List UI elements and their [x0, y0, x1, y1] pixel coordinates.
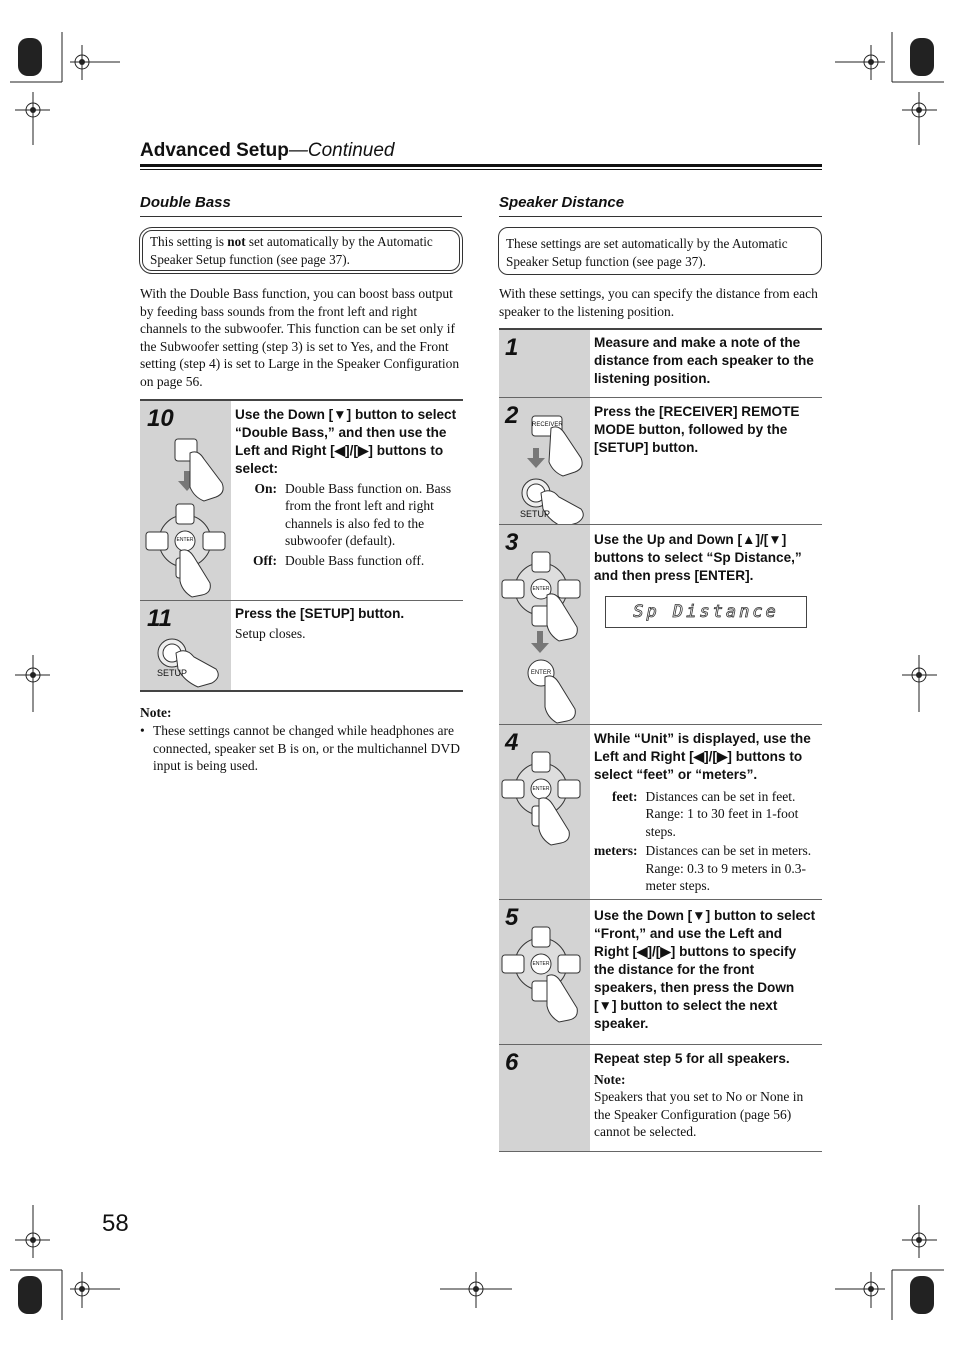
note-box-double-bass	[142, 230, 460, 271]
step-number: 10	[147, 405, 174, 432]
step-rule	[499, 1151, 822, 1152]
note-item	[140, 722, 464, 775]
enter-label: ENTER	[176, 537, 194, 543]
option-feet-term: feet:	[611, 789, 638, 804]
note-bold: not	[227, 234, 246, 249]
step-10-illustration	[140, 401, 231, 600]
step-11-content	[235, 605, 461, 642]
step-number: 4	[505, 729, 519, 756]
option-meters-desc: Distances can be set in meters. Range: 0.3 to 9 meters in 0.3-meter steps.	[645, 843, 812, 894]
step-3-illustration	[499, 525, 590, 724]
speaker-distance-intro: With these settings, you can specify the distance from each speaker to the listening position.	[499, 286, 818, 319]
step-6-note-body: Speakers that you set to No or None in the Speaker Configuration (page 56) cannot be selected.	[594, 1089, 804, 1140]
remote-buttons-icon	[499, 725, 590, 899]
double-bass-options	[253, 480, 461, 569]
step-6-content	[594, 1050, 820, 1141]
option-feet-desc: Distances can be set in feet. Range: 1 to 30 feet in 1-foot steps.	[645, 789, 799, 839]
step-number: 3	[505, 529, 519, 556]
note-text: This setting is	[150, 234, 228, 249]
page-header	[140, 140, 395, 162]
option-meters-term: meters:	[594, 843, 638, 859]
lcd-display: Sp Distance	[605, 596, 807, 628]
option-off-desc: Double Bass function off.	[285, 552, 425, 568]
option-on-term: On:	[254, 481, 277, 496]
section-rule	[140, 216, 462, 217]
step-6-note-title: Note:	[594, 1072, 626, 1087]
remote-buttons-icon	[499, 525, 590, 724]
note-box-speaker-distance: These settings are set automatically by the Automatic Speaker Setup function (see page 37).	[498, 227, 822, 275]
step-3-heading: Use the Up and Down [▲]/[▼] buttons to select “Sp Distance,” and then press [ENTER].	[594, 532, 802, 583]
step-number: 11	[147, 605, 172, 632]
double-bass-intro: With the Double Bass function, you can boost bass output by feeding bass sounds from the front left and right channels to the subwoofer. This function can be set only if the Subwoofer setting (step 3) is set to Yes, and the Front setting (step 4) is set to Large in the Speaker Configuration on page 56.	[140, 286, 460, 389]
step-2-illustration	[499, 398, 590, 524]
step-10-content	[235, 406, 461, 569]
note-item-text: These settings cannot be changed while headphones are connected, speaker set B is on, or the multichannel DVD input is being used.	[153, 723, 461, 774]
setup-label: SETUP	[157, 668, 188, 678]
step-number: 5	[505, 904, 519, 931]
step-10-heading: Use the Down [▼] button to select “Double Bass,” and then use the Left and Right [◀]/[▶] buttons to select:	[235, 407, 457, 476]
step-number: 2	[505, 402, 519, 429]
enter-label-2: ENTER	[530, 670, 552, 676]
step-5-heading: Use the Down [▼] button to select “Front,” and use the Left and Right [◀]/[▶] buttons to specify the distance for the front speakers, then press the Down [▼] button to select the next speaker.	[594, 908, 816, 1031]
unit-options	[594, 788, 820, 894]
remote-buttons-icon	[140, 401, 231, 600]
step-11-illustration	[140, 601, 231, 690]
option-off-term: Off:	[253, 552, 277, 568]
step-6-illustration	[499, 1045, 590, 1151]
note-title: Note:	[140, 705, 172, 720]
step-rule	[140, 690, 463, 692]
step-5-illustration	[499, 900, 590, 1044]
step-11-heading: Press the [SETUP] button.	[235, 606, 405, 621]
receiver-label: RECEIVER	[532, 422, 563, 428]
section-title-double-bass: Double Bass	[140, 194, 231, 211]
step-number: 6	[505, 1049, 519, 1076]
header-rule-thin	[140, 169, 822, 170]
setup-label: SETUP	[520, 509, 551, 519]
page-number: 58	[102, 1210, 129, 1237]
enter-label: ENTER	[532, 586, 550, 592]
step-6-heading: Repeat step 5 for all speakers.	[594, 1051, 790, 1066]
step-2-heading: Press the [RECEIVER] REMOTE MODE button, followed by the [SETUP] button.	[594, 404, 800, 455]
receiver-setup-buttons-icon	[499, 398, 590, 524]
step-number: 1	[505, 334, 519, 361]
step-1-illustration	[499, 330, 590, 397]
note-text-rest: set automatically by the Automatic Speaker Setup function (see page 37).	[150, 234, 433, 267]
step-11-body: Setup closes.	[235, 626, 306, 641]
header-continued: —Continued	[288, 140, 395, 161]
header-title: Advanced Setup	[140, 140, 289, 161]
step-4-content	[594, 730, 820, 894]
enter-label: ENTER	[532, 961, 550, 967]
step-4-illustration	[499, 725, 590, 899]
remote-buttons-icon	[499, 900, 590, 1044]
section-rule	[499, 216, 822, 217]
header-rule	[140, 164, 822, 167]
bullet: •	[140, 723, 145, 738]
enter-label: ENTER	[532, 786, 550, 792]
step-1-heading: Measure and make a note of the distance from each speaker to the listening position.	[594, 335, 814, 386]
section-title-speaker-distance: Speaker Distance	[499, 194, 625, 211]
option-on-desc: Double Bass function on. Bass from the front left and right channels is also fed to the subwoofer (default).	[285, 481, 452, 549]
step-4-heading: While “Unit” is displayed, use the Left and Right [◀]/[▶] buttons to select “feet” or “meters”.	[594, 731, 811, 782]
